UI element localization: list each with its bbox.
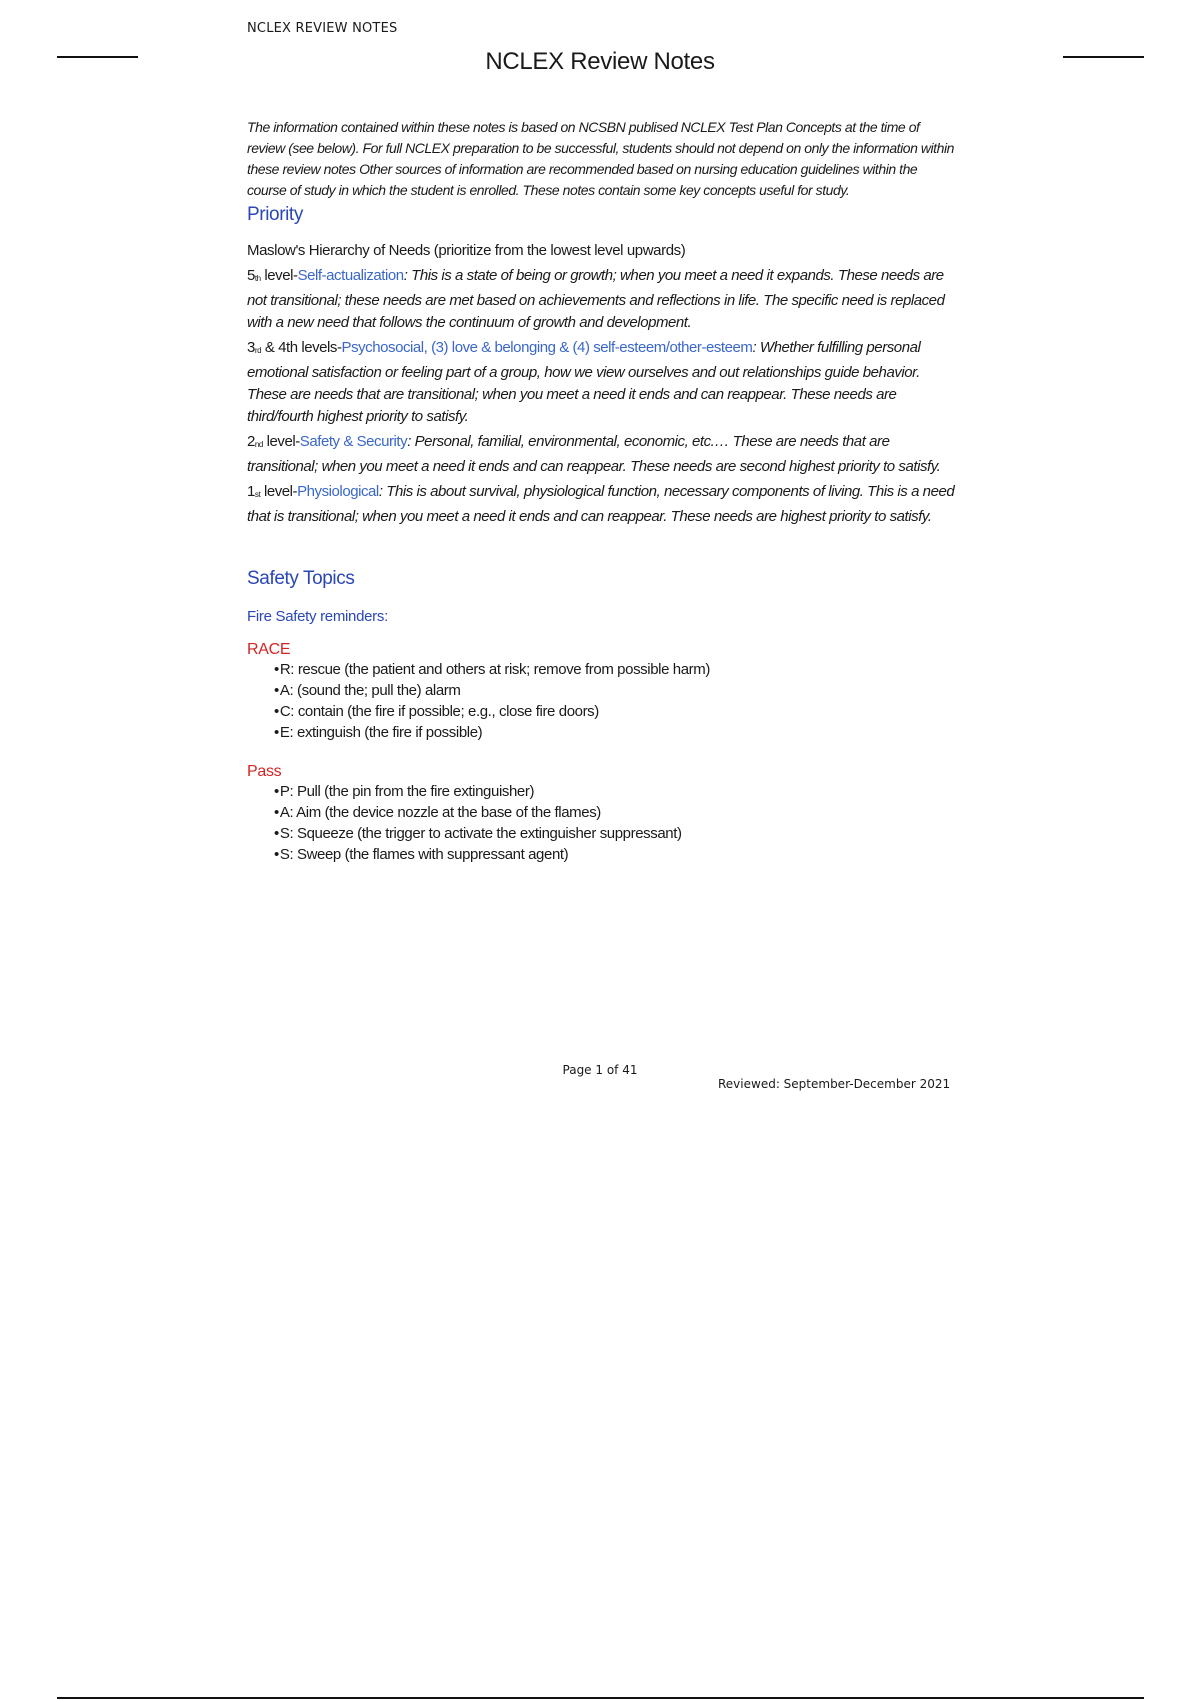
race-list xyxy=(247,659,955,743)
level-1: $1_{st}$ level-Physiological: This is about survival, physiological function, necessary components of living. This is a need that is transitional; when you meet a need it ends and can reappear. These needs are highest priority to satisfy. xyxy=(247,483,955,525)
disclaimer-paragraph: The information contained within these notes is based on NCSBN publised NCLEX Test Plan Concepts at the time of review (see below). For full NCLEX preparation to be successful, students should not depend on only the information within these review notes Other sources of information are recommended based on nursing education guidelines within the course of study in which the student is enrolled. These notes contain some key concepts useful for study. xyxy=(247,119,954,198)
pass-list xyxy=(247,781,955,865)
priority-heading: Priority xyxy=(247,204,303,225)
list-item: • P: Pull (the pin from the fire extinguisher) xyxy=(274,781,955,802)
level-5: $5_{th}$ level-Self-actualization: This is a state of being or growth; when you meet a need it expands. These needs are not transitional; these needs are met based on achievements and reflections in life. The specific need is replaced with a new need that follows the continuum of growth and development. xyxy=(247,267,945,331)
safety-heading: Safety Topics xyxy=(247,568,355,589)
page-content xyxy=(247,117,955,865)
page-number: Page 1 of 41 xyxy=(562,1063,638,1077)
list-item: • A: Aim (the device nozzle at the base of the flames) xyxy=(274,802,955,823)
level-name: Self-actualization xyxy=(297,267,404,284)
list-item: • S: Sweep (the flames with suppressant agent) xyxy=(274,844,955,865)
reviewed-date: Reviewed: September-December 2021 xyxy=(718,1077,951,1091)
list-item: • S: Squeeze (the trigger to activate the extinguisher suppressant) xyxy=(274,823,955,844)
pass-title: Pass xyxy=(247,763,282,780)
level-name: Psychosocial, (3) love & belonging & (4) self-esteem/other-esteem xyxy=(341,339,753,356)
list-item: • C: contain (the fire if possible; e.g., close fire doors) xyxy=(274,701,955,722)
level-name: Safety & Security xyxy=(299,433,408,450)
list-item: • E: extinguish (the fire if possible) xyxy=(274,722,955,743)
list-item: • A: (sound the; pull the) alarm xyxy=(274,680,955,701)
level-name: Physiological xyxy=(297,483,379,500)
maslow-intro: Maslow's Hierarchy of Needs (prioritize from the lowest level upwards) xyxy=(247,242,686,259)
maslow-levels xyxy=(247,265,955,528)
page-bottom-rule xyxy=(57,1697,1144,1699)
running-head: NCLEX REVIEW NOTES xyxy=(247,21,398,36)
list-item: • R: rescue (the patient and others at risk; remove from possible harm) xyxy=(274,659,955,680)
level-2: $2_{nd}$ level-Safety & Security: Personal, familial, environmental, economic, etc.… These are needs that are transitional; when you meet a need it ends and can reappear. These needs are second highest priority to satisfy. xyxy=(247,433,941,475)
fire-safety-subheading: Fire Safety reminders: xyxy=(247,608,388,625)
race-title: RACE xyxy=(247,641,291,658)
document-title: NCLEX Review Notes xyxy=(485,48,715,75)
level-3-4: $3_{rd}$ & 4th levels-Psychosocial, (3) love & belonging & (4) self-esteem/other-esteem: Whether fulfilling personal emotional satisfaction or feeling part of a group, how we view ourselves and out relationships guide behavior. These are needs that are transitional; when you meet a need it ends and can reappear. These needs are third/fourth highest priority to satisfy. xyxy=(247,339,921,425)
